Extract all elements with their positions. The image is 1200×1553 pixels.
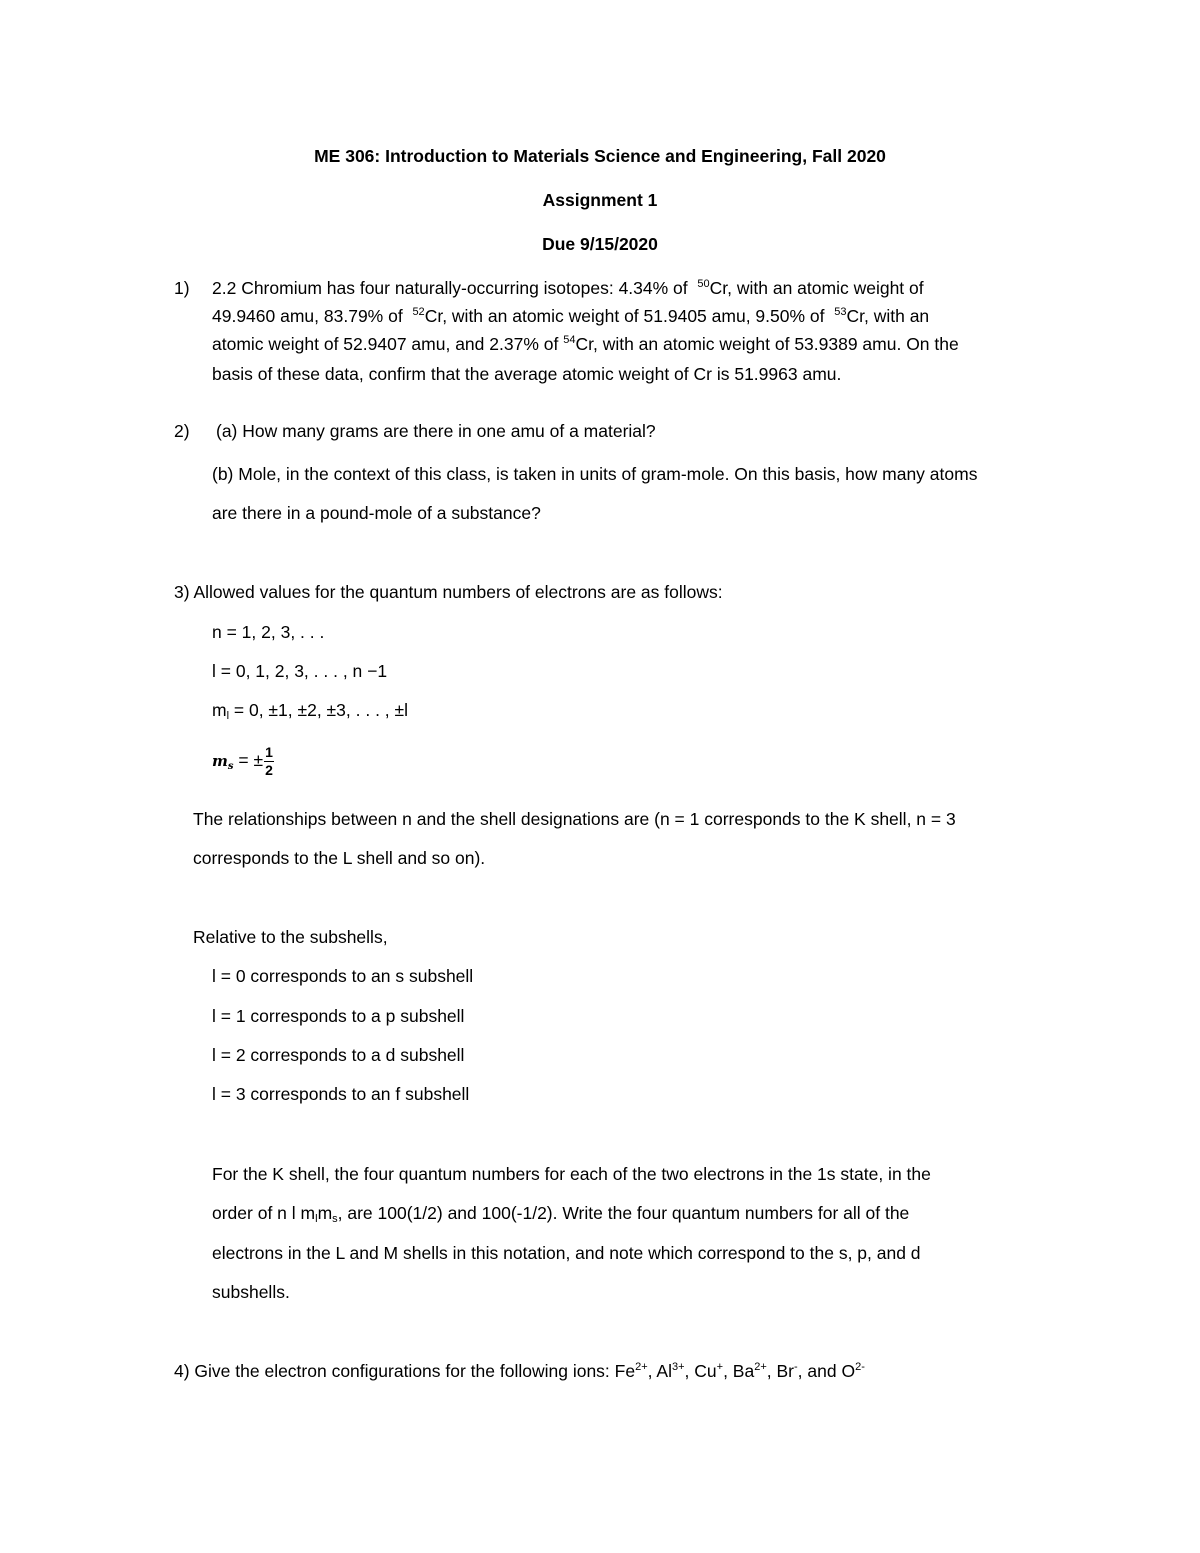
q1-text: Cr, with an atomic weight of 51.9405 amu, 9.50% of xyxy=(424,306,825,326)
ms-subscript: s xyxy=(227,761,234,773)
q1-text: Cr, with an atomic weight of 53.9389 amu. On the xyxy=(575,334,959,354)
ml-range: = 0, ±1, ±2, ±3, . . . , ±l xyxy=(229,700,409,720)
ion-charge: 3+ xyxy=(671,1361,685,1373)
k-shell-line-3: electrons in the L and M shells in this notation, and note which correspond to the s, p, and d xyxy=(212,1243,921,1263)
ion-separator: , xyxy=(723,1361,733,1381)
ml-symbol: m xyxy=(212,700,227,720)
q1-line-2 xyxy=(212,306,929,327)
q4-question xyxy=(174,1361,865,1382)
ion-symbol: Cu xyxy=(694,1361,717,1381)
ion-symbol: Br xyxy=(776,1361,794,1381)
ion-separator: , xyxy=(766,1361,777,1381)
ion-separator: , xyxy=(647,1361,657,1381)
q2-part-a: (a) How many grams are there in one amu of a material? xyxy=(216,421,656,441)
isotope-mass-cr54: 54 xyxy=(563,334,576,346)
k-shell-line-2 xyxy=(212,1203,909,1224)
isotope-mass-cr53: 53 xyxy=(834,306,847,318)
ion-separator: , and xyxy=(797,1361,842,1381)
ion-symbol: Fe xyxy=(614,1361,636,1381)
q1-text: 49.9460 amu, 83.79% of xyxy=(212,306,403,326)
ms-subscript: s xyxy=(332,1213,338,1225)
ms-equals: = ± xyxy=(233,750,264,771)
subshell-intro: Relative to the subshells, xyxy=(193,927,388,947)
q2-part-b-line-2: are there in a pound-mole of a substance? xyxy=(212,503,541,523)
q1-text: 2.2 Chromium has four naturally-occurring isotopes: 4.34% of xyxy=(212,278,688,298)
ion-charge: 2+ xyxy=(754,1361,767,1373)
ms-values xyxy=(212,744,274,779)
isotope-mass-cr52: 52 xyxy=(412,306,425,318)
q1-line-4: basis of these data, confirm that the average atomic weight of Cr is 51.9963 amu. xyxy=(212,364,842,384)
n-values: n = 1, 2, 3, . . . xyxy=(212,622,325,642)
shell-relationship-line-2: corresponds to the L shell and so on). xyxy=(193,848,486,868)
ion-list xyxy=(615,1361,865,1381)
fraction-denominator: 2 xyxy=(265,762,273,778)
ion-charge: + xyxy=(716,1361,724,1373)
ml-subscript: l xyxy=(226,710,230,722)
subshell-item: l = 3 corresponds to an f subshell xyxy=(212,1084,470,1104)
ion-charge: - xyxy=(793,1361,798,1373)
ml-subscript: l xyxy=(315,1213,318,1225)
isotope-mass-cr50: 50 xyxy=(697,278,710,290)
one-half-fraction xyxy=(264,744,274,779)
ion-separator: , xyxy=(684,1361,695,1381)
q1-text: Cr, with an xyxy=(846,306,930,326)
ion-charge: 2- xyxy=(855,1361,865,1373)
ion-symbol: Al xyxy=(656,1361,672,1381)
q1-text: Cr, with an atomic weight of xyxy=(709,278,924,298)
ion-charge: 2+ xyxy=(635,1361,648,1373)
shell-relationship-line-1: The relationships between n and the shell designations are (n = 1 corresponds to the K shell, n = 3 xyxy=(193,809,956,829)
ml-values xyxy=(212,700,408,721)
q4-text: 4) Give the electron configurations for the following ions: xyxy=(174,1361,615,1381)
q1-line-3 xyxy=(212,334,959,355)
subshell-item: l = 1 corresponds to a p subshell xyxy=(212,1006,465,1026)
q3-intro: 3) Allowed values for the quantum numbers of electrons are as follows: xyxy=(174,582,723,602)
q1-text: atomic weight of 52.9407 amu, and 2.37% of xyxy=(212,334,559,354)
k-shell-text: , are 100(1/2) and 100(-1/2). Write the four quantum numbers for all of the xyxy=(337,1203,910,1223)
ion-symbol: Ba xyxy=(732,1361,755,1381)
subshell-item: l = 0 corresponds to an s subshell xyxy=(212,966,474,986)
fraction-numerator: 1 xyxy=(265,744,273,760)
assignment-title: Assignment 1 xyxy=(542,190,658,210)
k-shell-line-4: subshells. xyxy=(212,1282,290,1302)
q1-number: 1) xyxy=(174,278,190,298)
k-shell-line-1: For the K shell, the four quantum numbers for each of the two electrons in the 1s state, in the xyxy=(212,1164,931,1184)
k-shell-text: m xyxy=(317,1203,333,1223)
l-values: l = 0, 1, 2, 3, . . . , n −1 xyxy=(212,661,388,681)
subshell-item: l = 2 corresponds to a d subshell xyxy=(212,1045,465,1065)
q1-line-1 xyxy=(212,278,924,299)
course-title: ME 306: Introduction to Materials Science and Engineering, Fall 2020 xyxy=(314,146,886,166)
k-shell-text: order of n l m xyxy=(212,1203,316,1223)
q2-number: 2) xyxy=(174,421,190,441)
ion-symbol: O xyxy=(841,1361,856,1381)
due-date: Due 9/15/2020 xyxy=(542,234,658,254)
q2-part-b-line-1: (b) Mole, in the context of this class, is taken in units of gram-mole. On this basis, how many atoms xyxy=(212,464,978,484)
ms-symbol: m xyxy=(212,752,228,771)
